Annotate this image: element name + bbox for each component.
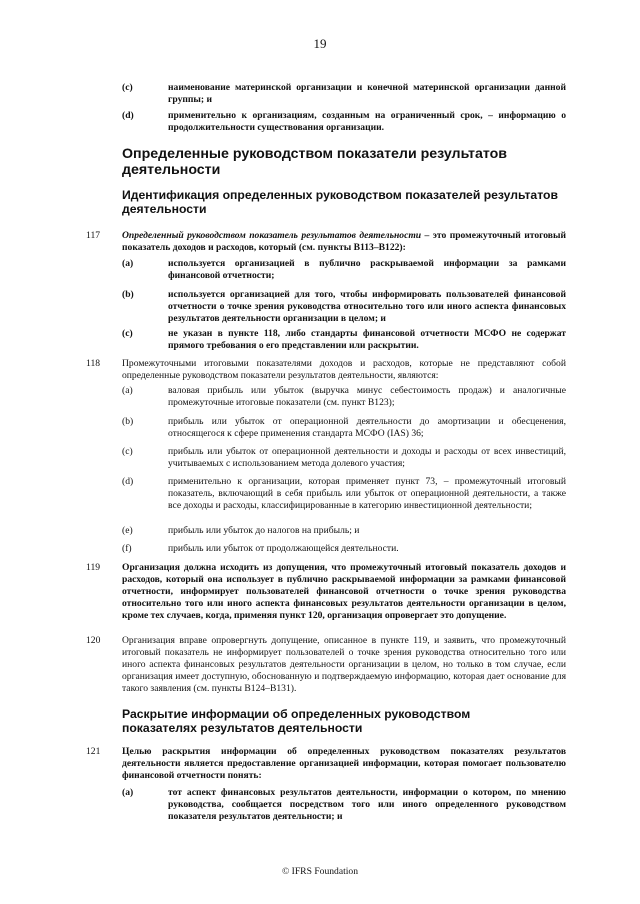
- list-item: наименование материнской организации и конечной материнской организации данной группы; и: [168, 82, 566, 105]
- list-item: тот аспект финансовых результатов деятельности, информации о котором, по мнению руководства, сообщается посредством того или иного определенного руководством показателя результатов деятельности; и: [168, 787, 566, 822]
- footer-copyright: © IFRS Foundation: [281, 866, 359, 877]
- paragraph-119: Организация должна исходить из допущения, что промежуточный итоговый показатель доходов и расходов, который она использует в публично раскрываемой информации за рамками финансовой отчетности, информирует пользователей финансовой отчетности о точке зрения руководства относительно того или иного аспекта финансовых результатов деятельности организации в целом, кроме тех случаев, когда, применяя пункт 120, организация опровергает это допущение.: [122, 562, 566, 621]
- list-item: используется организацией для того, чтобы информировать пользователей финансовой отчетности о точке зрения руководства относительно того или иного аспекта финансовых результатов деятельности организации в целом; и: [168, 289, 566, 324]
- paragraph-number: 117: [86, 230, 101, 241]
- paragraph-text: – это промежуточный итоговый показатель доходов и расходов, который (см. пункты B113–B122):: [122, 230, 566, 253]
- subsection-heading: Идентификация определенных руководством показателей результатов деятельности: [122, 188, 558, 216]
- paragraph-number: 120: [86, 635, 101, 646]
- paragraph-number: 121: [86, 746, 101, 757]
- paragraph-number: 118: [86, 358, 101, 369]
- list-item: прибыль или убыток от операционной деятельности и доходы и расходы от всех инвестиций, учитываемых с использованием метода долевого участия;: [168, 446, 566, 469]
- list-item: используется организацией в публично раскрываемой информации за рамками финансовой отчетности;: [168, 258, 566, 281]
- list-label: (c): [122, 82, 133, 93]
- defined-term: Определенный руководством показатель результатов деятельности: [122, 230, 422, 241]
- list-label: (a): [122, 787, 134, 798]
- paragraph-number: 119: [86, 562, 101, 573]
- paragraph-117: [122, 230, 566, 254]
- section-heading: Определенные руководством показатели результатов деятельности: [122, 146, 508, 178]
- list-label: (f): [122, 543, 132, 554]
- list-label: (a): [122, 258, 134, 269]
- list-label: (c): [122, 328, 133, 339]
- list-label: (b): [122, 289, 134, 300]
- list-label: (d): [122, 110, 134, 121]
- subsection-heading: Раскрытие информации об определенных руководством показателях результатов деятельности: [122, 707, 471, 735]
- list-label: (c): [122, 446, 133, 457]
- list-item: прибыль или убыток от продолжающейся деятельности.: [168, 543, 399, 554]
- list-label: (b): [122, 416, 134, 427]
- list-item: прибыль или убыток от операционной деятельности до амортизации и обесценения, относящегося к сфере применения стандарта МСФО (IAS) 36;: [168, 416, 566, 439]
- list-item: не указан в пункте 118, либо стандарты финансовой отчетности МСФО не содержат прямого требования о его представлении или раскрытии.: [168, 328, 566, 351]
- list-label: (a): [122, 385, 133, 396]
- list-item: валовая прибыль или убыток (выручка минус себестоимость продаж) и аналогичные промежуточные итоговые показатели (см. пункт B123);: [168, 385, 566, 408]
- list-item: применительно к организации, которая применяет пункт 73, – промежуточный итоговый показатель, включающий в себя прибыль или убыток от операционной деятельности, а также все доходы и расходы, классифицированные в категорию инвестиционной деятельности;: [168, 476, 566, 511]
- paragraph-118: Промежуточными итоговыми показателями доходов и расходов, которые не представляют собой определенные руководством показатели результатов деятельности, являются:: [122, 358, 566, 381]
- list-label: (d): [122, 476, 134, 487]
- paragraph-121: Целью раскрытия информации об определенных руководством показателях результатов деятельности является предоставление организацией информации, которая помогает пользователю финансовой отчетности понять:: [122, 746, 566, 781]
- list-item: применительно к организациям, созданным на ограниченный срок, – информацию о продолжительности существования организации.: [168, 110, 566, 133]
- list-item: прибыль или убыток до налогов на прибыль; и: [168, 525, 360, 536]
- page-number: 19: [313, 36, 327, 51]
- paragraph-120: Организация вправе опровергнуть допущение, описанное в пункте 119, и заявить, что промежуточный итоговый показатель не информирует пользователей о точке зрения руководства относительно того или иного аспекта финансовых результатов деятельности организации в целом, но только в том случае, если организация имеет доступную, обоснованную и подтверждаемую информацию, которая дает основание для такого заявления (см. пункты B124–B131).: [122, 635, 566, 694]
- list-label: (e): [122, 525, 133, 536]
